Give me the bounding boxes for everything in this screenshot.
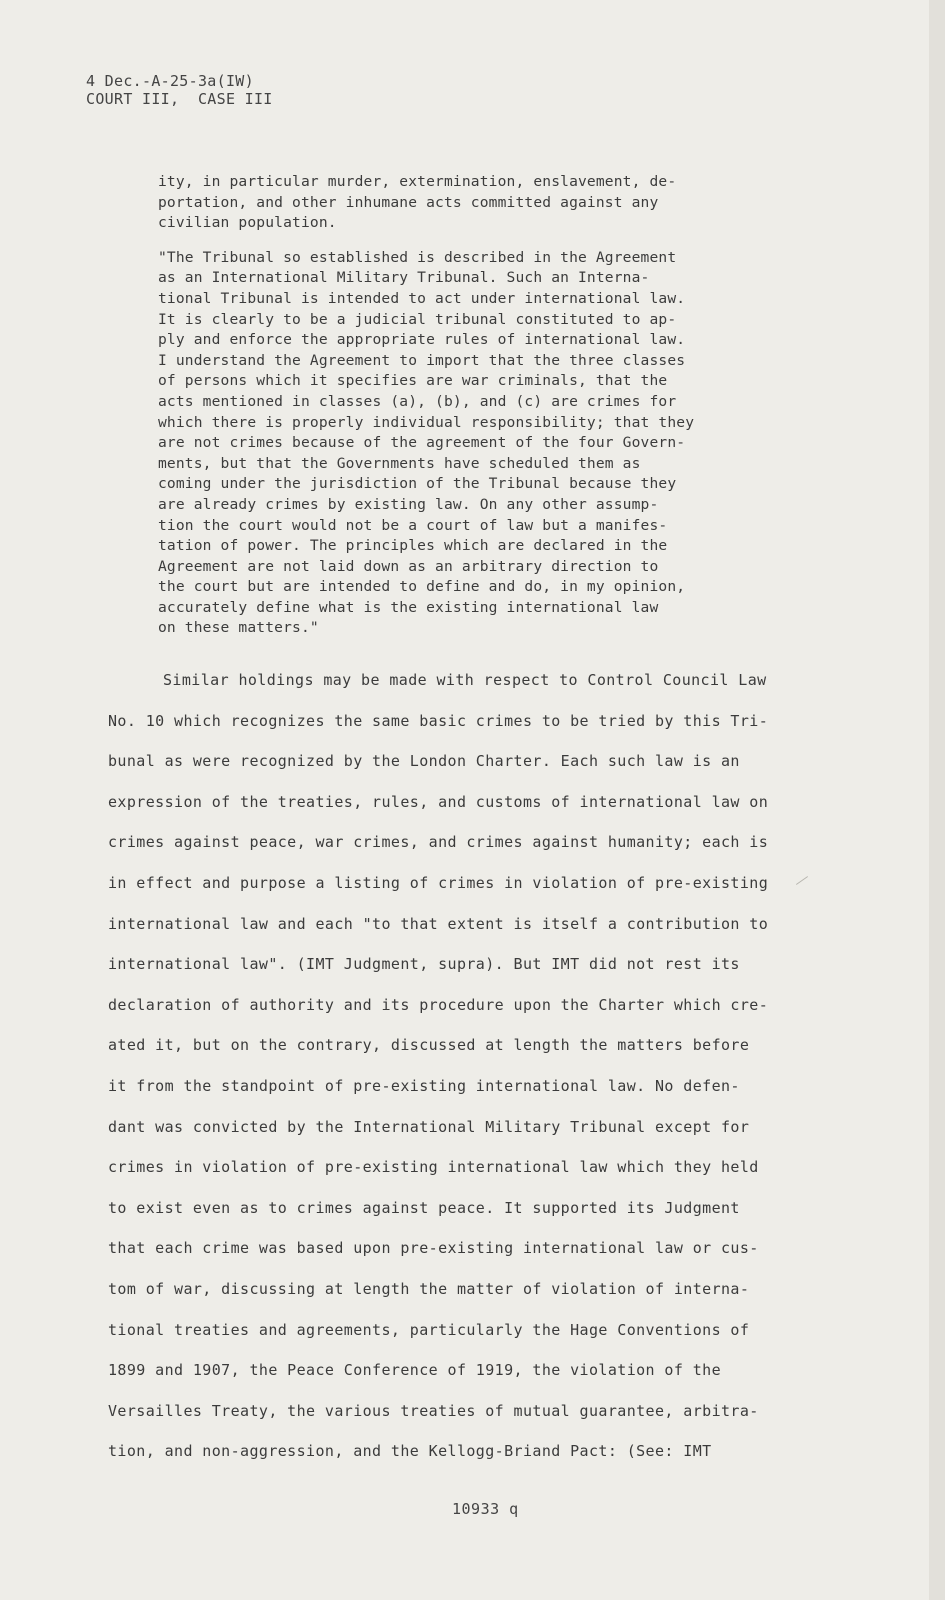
quote-line: coming under the jurisdiction of the Tribunal because they <box>158 475 677 493</box>
body-line: it from the standpoint of pre-existing international law. No defen- <box>108 1076 740 1095</box>
quote-line: tation of power. The principles which are declared in the <box>158 537 668 555</box>
body-line: dant was convicted by the International Military Tribunal except for <box>108 1117 750 1136</box>
quote-line: civilian population. <box>158 214 337 232</box>
body-line: international law". (IMT Judgment, supra). But IMT did not rest its <box>108 955 740 974</box>
body-line: 1899 and 1907, the Peace Conference of 1919, the violation of the <box>108 1361 721 1380</box>
quote-line: which there is properly individual responsibility; that they <box>158 413 695 431</box>
document-header <box>86 72 273 108</box>
body-line: expression of the treaties, rules, and customs of international law on <box>108 792 769 811</box>
body-line: Similar holdings may be made with respect to Control Council Law <box>163 671 767 689</box>
quote-line: of persons which it specifies are war criminals, that the <box>158 372 668 390</box>
quote-line: accurately define what is the existing international law <box>158 598 659 616</box>
body-line: in effect and purpose a listing of crimes in violation of pre-existing <box>108 873 769 892</box>
quote-line: ply and enforce the appropriate rules of international law. <box>158 331 686 349</box>
header-court-case: COURT III, CASE III <box>86 90 273 108</box>
body-line: ated it, but on the contrary, discussed at length the matters before <box>108 1036 750 1055</box>
body-line: crimes in violation of pre-existing international law which they held <box>108 1158 759 1177</box>
body-line: crimes against peace, war crimes, and crimes against humanity; each is <box>108 833 769 852</box>
quote-line: tion the court would not be a court of law but a manifes- <box>158 516 668 534</box>
quote-line: ments, but that the Governments have scheduled them as <box>158 454 641 472</box>
body-line: tion, and non-aggression, and the Kellogg-Briand Pact: (See: IMT <box>108 1442 712 1461</box>
quote-line: portation, and other inhumane acts committed against any <box>158 193 659 211</box>
body-line: tional treaties and agreements, particularly the Hage Conventions of <box>108 1320 750 1339</box>
quote-line: as an International Military Tribunal. Such an Interna- <box>158 269 650 287</box>
quote-line: are already crimes by existing law. On any other assump- <box>158 495 659 513</box>
body-line: No. 10 which recognizes the same basic crimes to be tried by this Tri- <box>108 711 769 730</box>
quote-line: ity, in particular murder, extermination, enslavement, de- <box>158 173 677 190</box>
body-line: bunal as were recognized by the London Charter. Each such law is an <box>108 752 740 771</box>
quote-line: It is clearly to be a judicial tribunal constituted to ap- <box>158 310 677 328</box>
quote-line: are not crimes because of the agreement of the four Govern- <box>158 434 686 452</box>
quote-line: tional Tribunal is intended to act under international law. <box>158 289 686 307</box>
body-line: international law and each "to that extent is itself a contribution to <box>108 914 769 933</box>
body-line: that each crime was based upon pre-existing international law or cus- <box>108 1239 759 1258</box>
quote-line: I understand the Agreement to import that the three classes <box>158 351 686 369</box>
body-line: declaration of authority and its procedure upon the Charter which cre- <box>108 995 769 1014</box>
body-line: to exist even as to crimes against peace. It supported its Judgment <box>108 1198 740 1217</box>
quote-line: "The Tribunal so established is described in the Agreement <box>158 248 677 266</box>
header-reference: 4 Dec.-A-25-3a(IW) <box>86 72 254 90</box>
page-number: 10933 q <box>452 1500 519 1518</box>
body-line: Versailles Treaty, the various treaties of mutual guarantee, arbitra- <box>108 1401 759 1420</box>
body-paragraph <box>108 660 828 1472</box>
quote-line: the court but are intended to define and do, in my opinion, <box>158 578 686 596</box>
quote-line: on these matters." <box>158 619 319 637</box>
quote-line: Agreement are not laid down as an arbitrary direction to <box>158 557 659 575</box>
quote-line: acts mentioned in classes (a), (b), and (c) are crimes for <box>158 392 677 410</box>
quoted-passage <box>158 172 798 639</box>
body-line: tom of war, discussing at length the matter of violation of interna- <box>108 1279 750 1298</box>
